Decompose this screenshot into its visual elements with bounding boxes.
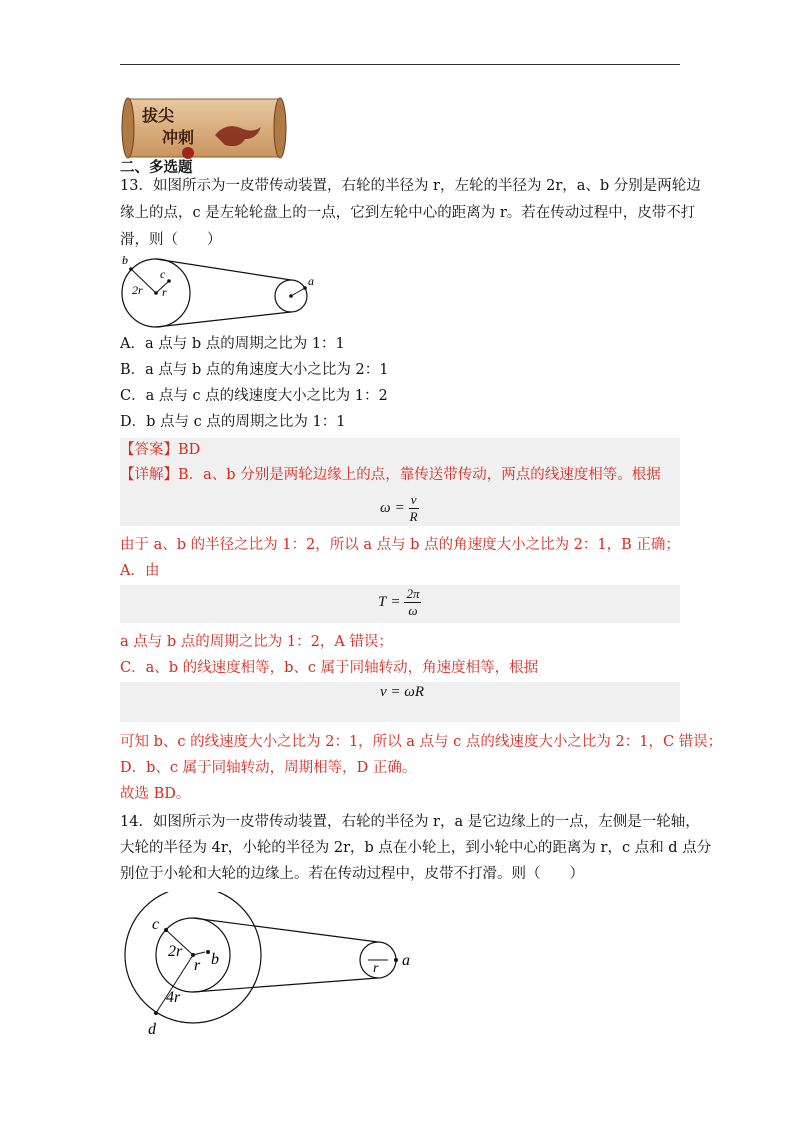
q13-line1: 由于 a、b 的半径之比为 1：2，所以 a 点与 b 点的角速度大小之比为 2：1，B 正确； xyxy=(120,537,680,553)
formula-omega-num: v xyxy=(410,492,417,507)
q13-line5: 可知 b、c 的线速度大小之比为 2：1，所以 a 点与 c 点的线速度大小之比为 2：1，C 错误； xyxy=(120,734,723,750)
q13-label-b: b xyxy=(122,253,128,267)
q13-label-2r: 2r xyxy=(132,283,143,297)
q13-label-c: c xyxy=(160,267,166,281)
formula-omega-lhs: ω xyxy=(380,499,391,516)
formula-velocity: v = ωR xyxy=(380,684,425,700)
formula-period: T = $\frac{2\pi}{\omega}$ xyxy=(378,586,420,618)
q13-option-c: C．a 点与 c 点的线速度大小之比为 1：2 xyxy=(120,388,388,404)
header-rule xyxy=(120,64,680,65)
q14-label-a: a xyxy=(402,952,410,969)
q14-label-r-right: r xyxy=(373,961,379,976)
q13-line3: a 点与 b 点的周期之比为 1：2，A 错误； xyxy=(120,634,393,650)
q13-stem-line3: 滑，则（ ） xyxy=(120,232,222,248)
q13-line2: A．由 xyxy=(120,563,160,579)
q13-option-d: D．b 点与 c 点的周期之比为 1：1 xyxy=(120,414,346,430)
formula-period-num: 2π xyxy=(406,586,420,601)
formula-omega-den: R xyxy=(409,509,418,524)
q13-detail: 【详解】B．a、b 分别是两轮边缘上的点，靠传送带传动，两点的线速度相等。根据 xyxy=(120,467,661,483)
q13-line4: C．a、b 的线速度相等，b、c 属于同轴转动，角速度相等，根据 xyxy=(120,660,539,676)
q14-label-4r: 4r xyxy=(166,989,181,1006)
q13-line7: 故选 BD。 xyxy=(120,786,191,802)
q14-label-c: c xyxy=(152,916,160,933)
q14-label-r: r xyxy=(194,957,201,974)
q13-belt-diagram xyxy=(116,252,326,332)
scroll-banner-image xyxy=(120,95,290,165)
q13-label-r: r xyxy=(162,285,167,299)
q14-wheel-axle-diagram xyxy=(118,892,428,1042)
formula-omega: ω = $\frac{v}{R}$ xyxy=(380,492,418,524)
banner-line1: 拔尖 xyxy=(142,106,175,125)
q13-stem-line1: 13．如图所示为一皮带传动装置，右轮的半径为 r，左轮的半径为 2r，a、b 分别是两轮边 xyxy=(120,178,701,194)
section-title: 二、多选题 xyxy=(120,160,193,176)
banner-line2: 冲刺 xyxy=(162,128,195,147)
q14-stem-line1: 14．如图所示为一皮带传动装置，右轮的半径为 r，a 是它边缘上的一点，左侧是一轮轴， xyxy=(120,814,700,830)
q13-answer: 【答案】BD xyxy=(120,442,201,458)
formula-period-lhs: T xyxy=(378,593,387,610)
q13-option-b: B．a 点与 b 点的角速度大小之比为 2：1 xyxy=(120,362,389,378)
q14-label-2r: 2r xyxy=(168,943,183,960)
q13-label-a: a xyxy=(308,274,314,288)
q14-stem-line3: 别位于小轮和大轮的边缘上。若在传动过程中，皮带不打滑。则（ ） xyxy=(120,866,584,882)
formula-period-den: ω xyxy=(408,603,418,618)
q13-stem-line2: 缘上的点，c 是左轮轮盘上的一点，它到左轮中心的距离为 r。若在传动过程中，皮带不打 xyxy=(120,205,696,221)
q14-label-b: b xyxy=(211,951,219,968)
q13-option-a: A．a 点与 b 点的周期之比为 1：1 xyxy=(120,336,345,352)
q14-stem-line2: 大轮的半径为 4r，小轮的半径为 2r，b 点在小轮上，到小轮中心的距离为 r，c 点和 d 点分 xyxy=(120,840,712,856)
q14-label-d: d xyxy=(148,1021,156,1038)
q13-line6: D．b、c 属于同轴转动，周期相等，D 正确。 xyxy=(120,760,417,776)
